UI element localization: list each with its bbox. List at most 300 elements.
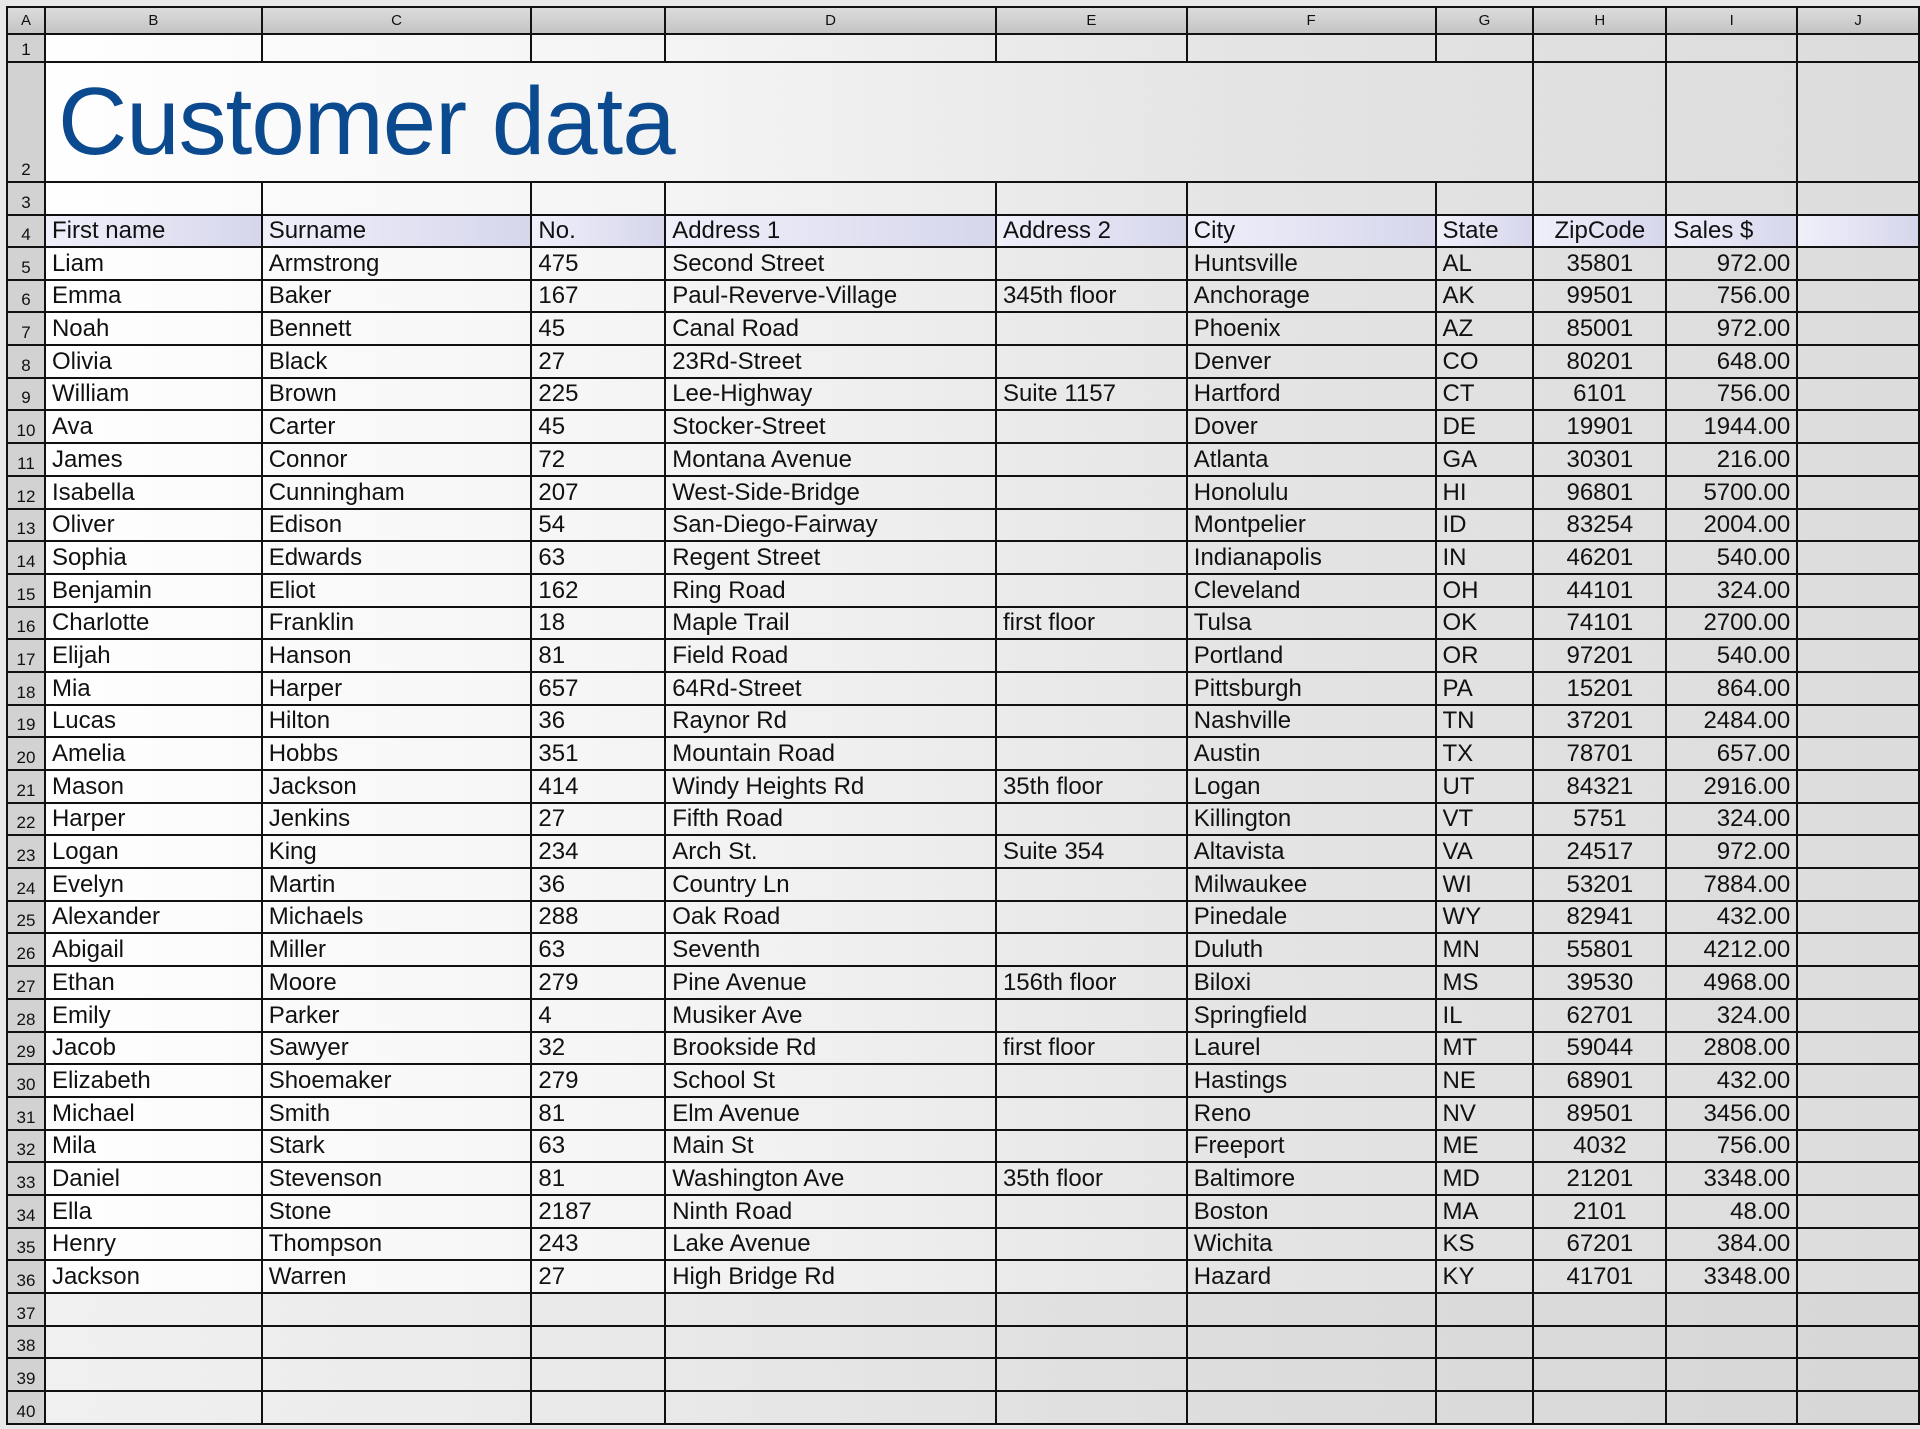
cell[interactable] xyxy=(1797,999,1919,1032)
cell[interactable] xyxy=(262,182,532,215)
city-cell[interactable]: Pinedale xyxy=(1187,901,1436,934)
zipcode-cell[interactable]: 78701 xyxy=(1533,737,1666,770)
number-cell[interactable]: 288 xyxy=(531,901,665,934)
city-cell[interactable]: Tulsa xyxy=(1187,607,1436,640)
cell[interactable] xyxy=(1797,770,1919,803)
row-header[interactable]: 37 xyxy=(7,1293,45,1326)
sales-cell[interactable]: 972.00 xyxy=(1666,835,1797,868)
cell[interactable] xyxy=(1797,247,1919,280)
column-header-E[interactable]: E xyxy=(996,7,1187,34)
address1-cell[interactable]: Paul-Reverve-Village xyxy=(665,280,996,313)
address1-cell[interactable]: Seventh xyxy=(665,933,996,966)
first-name-cell[interactable]: Noah xyxy=(45,312,262,345)
cell[interactable] xyxy=(996,1326,1187,1359)
row-header[interactable]: 27 xyxy=(7,966,45,999)
cell[interactable] xyxy=(1797,933,1919,966)
address2-cell[interactable] xyxy=(996,247,1187,280)
sales-cell[interactable]: 432.00 xyxy=(1666,901,1797,934)
row-header[interactable]: 3 xyxy=(7,182,45,215)
state-cell[interactable]: MS xyxy=(1436,966,1534,999)
zipcode-cell[interactable]: 35801 xyxy=(1533,247,1666,280)
city-cell[interactable]: Montpelier xyxy=(1187,509,1436,542)
cell[interactable] xyxy=(1797,639,1919,672)
row-header[interactable]: 26 xyxy=(7,933,45,966)
zipcode-cell[interactable]: 67201 xyxy=(1533,1228,1666,1261)
state-cell[interactable]: OH xyxy=(1436,574,1534,607)
row-header[interactable]: 25 xyxy=(7,901,45,934)
surname-cell[interactable]: Sawyer xyxy=(262,1032,532,1065)
cell[interactable] xyxy=(665,34,996,62)
state-cell[interactable]: MN xyxy=(1436,933,1534,966)
first-name-cell[interactable]: Benjamin xyxy=(45,574,262,607)
address1-cell[interactable]: San-Diego-Fairway xyxy=(665,509,996,542)
state-cell[interactable]: AZ xyxy=(1436,312,1534,345)
state-cell[interactable]: OK xyxy=(1436,607,1534,640)
sales-cell[interactable]: 756.00 xyxy=(1666,378,1797,411)
state-cell[interactable]: WY xyxy=(1436,901,1534,934)
cell[interactable] xyxy=(1533,62,1666,182)
sales-cell[interactable]: 384.00 xyxy=(1666,1228,1797,1261)
cell[interactable] xyxy=(45,1326,262,1359)
row-header[interactable]: 31 xyxy=(7,1097,45,1130)
surname-cell[interactable]: Michaels xyxy=(262,901,532,934)
surname-cell[interactable]: Carter xyxy=(262,410,532,443)
column-header-J[interactable]: J xyxy=(1797,7,1919,34)
address2-cell[interactable] xyxy=(996,1097,1187,1130)
state-cell[interactable]: MD xyxy=(1436,1162,1534,1195)
first-name-cell[interactable]: Liam xyxy=(45,247,262,280)
cell[interactable] xyxy=(1797,1358,1919,1391)
surname-cell[interactable]: Edison xyxy=(262,509,532,542)
city-cell[interactable]: Laurel xyxy=(1187,1032,1436,1065)
sales-cell[interactable]: 972.00 xyxy=(1666,247,1797,280)
city-cell[interactable]: Hazard xyxy=(1187,1260,1436,1293)
row-header[interactable]: 11 xyxy=(7,443,45,476)
state-cell[interactable]: UT xyxy=(1436,770,1534,803)
first-name-cell[interactable]: Harper xyxy=(45,803,262,836)
column-title[interactable]: Address 1 xyxy=(665,215,996,247)
city-cell[interactable]: Austin xyxy=(1187,737,1436,770)
number-cell[interactable]: 162 xyxy=(531,574,665,607)
cell[interactable] xyxy=(45,1293,262,1326)
city-cell[interactable]: Milwaukee xyxy=(1187,868,1436,901)
row-header[interactable]: 12 xyxy=(7,476,45,509)
zipcode-cell[interactable]: 19901 xyxy=(1533,410,1666,443)
cell[interactable] xyxy=(1187,1326,1436,1359)
cell[interactable] xyxy=(1436,34,1534,62)
cell[interactable] xyxy=(1666,34,1797,62)
first-name-cell[interactable]: Ava xyxy=(45,410,262,443)
address1-cell[interactable]: Raynor Rd xyxy=(665,705,996,738)
zipcode-cell[interactable]: 97201 xyxy=(1533,639,1666,672)
first-name-cell[interactable]: Mila xyxy=(45,1130,262,1163)
address2-cell[interactable] xyxy=(996,705,1187,738)
sales-cell[interactable]: 3348.00 xyxy=(1666,1162,1797,1195)
row-header[interactable]: 9 xyxy=(7,378,45,411)
row-header[interactable]: 18 xyxy=(7,672,45,705)
cell[interactable] xyxy=(1436,182,1534,215)
row-header[interactable]: 38 xyxy=(7,1326,45,1359)
sales-cell[interactable]: 4968.00 xyxy=(1666,966,1797,999)
address1-cell[interactable]: Oak Road xyxy=(665,901,996,934)
cell[interactable] xyxy=(1797,1097,1919,1130)
cell[interactable] xyxy=(1797,1293,1919,1326)
cell[interactable] xyxy=(531,182,665,215)
address1-cell[interactable]: Country Ln xyxy=(665,868,996,901)
number-cell[interactable]: 657 xyxy=(531,672,665,705)
row-header[interactable]: 19 xyxy=(7,705,45,738)
sales-cell[interactable]: 3348.00 xyxy=(1666,1260,1797,1293)
city-cell[interactable]: Freeport xyxy=(1187,1130,1436,1163)
page-title[interactable]: Customer data xyxy=(45,62,1533,182)
city-cell[interactable]: Reno xyxy=(1187,1097,1436,1130)
number-cell[interactable]: 27 xyxy=(531,345,665,378)
column-title[interactable]: First name xyxy=(45,215,262,247)
surname-cell[interactable]: Franklin xyxy=(262,607,532,640)
cell[interactable] xyxy=(1533,1293,1666,1326)
cell[interactable] xyxy=(996,1358,1187,1391)
cell[interactable] xyxy=(1666,1358,1797,1391)
address1-cell[interactable]: 64Rd-Street xyxy=(665,672,996,705)
city-cell[interactable]: Duluth xyxy=(1187,933,1436,966)
first-name-cell[interactable]: William xyxy=(45,378,262,411)
column-header-F[interactable]: F xyxy=(1187,7,1436,34)
zipcode-cell[interactable]: 44101 xyxy=(1533,574,1666,607)
column-header-H[interactable]: H xyxy=(1533,7,1666,34)
row-header[interactable]: 20 xyxy=(7,737,45,770)
zipcode-cell[interactable]: 99501 xyxy=(1533,280,1666,313)
sales-cell[interactable]: 648.00 xyxy=(1666,345,1797,378)
surname-cell[interactable]: Miller xyxy=(262,933,532,966)
column-title[interactable]: Surname xyxy=(262,215,532,247)
cell[interactable] xyxy=(1797,574,1919,607)
state-cell[interactable]: CO xyxy=(1436,345,1534,378)
city-cell[interactable]: Hartford xyxy=(1187,378,1436,411)
first-name-cell[interactable]: Evelyn xyxy=(45,868,262,901)
address2-cell[interactable] xyxy=(996,933,1187,966)
cell[interactable] xyxy=(665,1358,996,1391)
city-cell[interactable]: Huntsville xyxy=(1187,247,1436,280)
cell[interactable] xyxy=(1797,737,1919,770)
cell[interactable] xyxy=(1797,1064,1919,1097)
address2-cell[interactable] xyxy=(996,1130,1187,1163)
state-cell[interactable]: VT xyxy=(1436,803,1534,836)
cell[interactable] xyxy=(1533,1391,1666,1424)
cell[interactable] xyxy=(1666,1391,1797,1424)
number-cell[interactable]: 414 xyxy=(531,770,665,803)
column-title[interactable]: ZipCode xyxy=(1533,215,1666,247)
surname-cell[interactable]: King xyxy=(262,835,532,868)
first-name-cell[interactable]: Ella xyxy=(45,1195,262,1228)
address1-cell[interactable]: Mountain Road xyxy=(665,737,996,770)
number-cell[interactable]: 36 xyxy=(531,868,665,901)
number-cell[interactable]: 167 xyxy=(531,280,665,313)
number-cell[interactable]: 351 xyxy=(531,737,665,770)
cell[interactable] xyxy=(1797,410,1919,443)
surname-cell[interactable]: Shoemaker xyxy=(262,1064,532,1097)
zipcode-cell[interactable]: 15201 xyxy=(1533,672,1666,705)
column-header-blank[interactable] xyxy=(531,7,665,34)
first-name-cell[interactable]: Abigail xyxy=(45,933,262,966)
cell[interactable] xyxy=(1797,868,1919,901)
address1-cell[interactable]: Regent Street xyxy=(665,541,996,574)
address2-cell[interactable] xyxy=(996,574,1187,607)
cell[interactable] xyxy=(1797,672,1919,705)
row-header[interactable]: 15 xyxy=(7,574,45,607)
cell[interactable] xyxy=(45,1391,262,1424)
city-cell[interactable]: Pittsburgh xyxy=(1187,672,1436,705)
address1-cell[interactable]: Montana Avenue xyxy=(665,443,996,476)
address1-cell[interactable]: West-Side-Bridge xyxy=(665,476,996,509)
cell[interactable] xyxy=(1797,1260,1919,1293)
number-cell[interactable]: 63 xyxy=(531,541,665,574)
number-cell[interactable]: 279 xyxy=(531,966,665,999)
number-cell[interactable]: 2187 xyxy=(531,1195,665,1228)
city-cell[interactable]: Biloxi xyxy=(1187,966,1436,999)
zipcode-cell[interactable]: 30301 xyxy=(1533,443,1666,476)
address2-cell[interactable]: 35th floor xyxy=(996,1162,1187,1195)
surname-cell[interactable]: Stevenson xyxy=(262,1162,532,1195)
address2-cell[interactable]: 35th floor xyxy=(996,770,1187,803)
cell[interactable] xyxy=(1797,378,1919,411)
address1-cell[interactable]: School St xyxy=(665,1064,996,1097)
surname-cell[interactable]: Moore xyxy=(262,966,532,999)
cell[interactable] xyxy=(1797,705,1919,738)
address2-cell[interactable] xyxy=(996,1260,1187,1293)
row-header[interactable]: 14 xyxy=(7,541,45,574)
cell[interactable] xyxy=(531,1293,665,1326)
address2-cell[interactable] xyxy=(996,1064,1187,1097)
first-name-cell[interactable]: Elizabeth xyxy=(45,1064,262,1097)
address2-cell[interactable] xyxy=(996,639,1187,672)
first-name-cell[interactable]: Emily xyxy=(45,999,262,1032)
cell[interactable] xyxy=(665,1293,996,1326)
row-header[interactable]: 30 xyxy=(7,1064,45,1097)
row-header[interactable]: 13 xyxy=(7,509,45,542)
address2-cell[interactable] xyxy=(996,672,1187,705)
address2-cell[interactable] xyxy=(996,509,1187,542)
first-name-cell[interactable]: Isabella xyxy=(45,476,262,509)
first-name-cell[interactable]: Sophia xyxy=(45,541,262,574)
zipcode-cell[interactable]: 96801 xyxy=(1533,476,1666,509)
cell[interactable] xyxy=(1797,1326,1919,1359)
cell[interactable] xyxy=(1797,1195,1919,1228)
number-cell[interactable]: 18 xyxy=(531,607,665,640)
first-name-cell[interactable]: Jackson xyxy=(45,1260,262,1293)
sales-cell[interactable]: 864.00 xyxy=(1666,672,1797,705)
cell[interactable] xyxy=(1533,1358,1666,1391)
address1-cell[interactable]: Arch St. xyxy=(665,835,996,868)
city-cell[interactable]: Cleveland xyxy=(1187,574,1436,607)
address1-cell[interactable]: Main St xyxy=(665,1130,996,1163)
cell[interactable] xyxy=(996,1391,1187,1424)
row-header[interactable]: 36 xyxy=(7,1260,45,1293)
number-cell[interactable]: 27 xyxy=(531,803,665,836)
column-header-C[interactable]: C xyxy=(262,7,532,34)
city-cell[interactable]: Wichita xyxy=(1187,1228,1436,1261)
cell[interactable] xyxy=(1533,34,1666,62)
zipcode-cell[interactable]: 85001 xyxy=(1533,312,1666,345)
city-cell[interactable]: Denver xyxy=(1187,345,1436,378)
row-header[interactable]: 8 xyxy=(7,345,45,378)
address1-cell[interactable]: Field Road xyxy=(665,639,996,672)
zipcode-cell[interactable]: 59044 xyxy=(1533,1032,1666,1065)
state-cell[interactable]: MT xyxy=(1436,1032,1534,1065)
row-header[interactable]: 24 xyxy=(7,868,45,901)
first-name-cell[interactable]: Ethan xyxy=(45,966,262,999)
sales-cell[interactable]: 4212.00 xyxy=(1666,933,1797,966)
surname-cell[interactable]: Parker xyxy=(262,999,532,1032)
address2-cell[interactable] xyxy=(996,312,1187,345)
state-cell[interactable]: HI xyxy=(1436,476,1534,509)
sales-cell[interactable]: 540.00 xyxy=(1666,541,1797,574)
address2-cell[interactable] xyxy=(996,345,1187,378)
sales-cell[interactable]: 2484.00 xyxy=(1666,705,1797,738)
number-cell[interactable]: 207 xyxy=(531,476,665,509)
address1-cell[interactable]: Canal Road xyxy=(665,312,996,345)
first-name-cell[interactable]: Daniel xyxy=(45,1162,262,1195)
address1-cell[interactable]: Brookside Rd xyxy=(665,1032,996,1065)
row-header[interactable]: 23 xyxy=(7,835,45,868)
cell[interactable] xyxy=(1533,182,1666,215)
first-name-cell[interactable]: Henry xyxy=(45,1228,262,1261)
sales-cell[interactable]: 2700.00 xyxy=(1666,607,1797,640)
cell[interactable] xyxy=(531,1326,665,1359)
cell[interactable] xyxy=(45,34,262,62)
address1-cell[interactable]: Lee-Highway xyxy=(665,378,996,411)
address1-cell[interactable]: Second Street xyxy=(665,247,996,280)
city-cell[interactable]: Boston xyxy=(1187,1195,1436,1228)
row-header[interactable]: 21 xyxy=(7,770,45,803)
number-cell[interactable]: 243 xyxy=(531,1228,665,1261)
cell[interactable] xyxy=(1666,182,1797,215)
cell[interactable] xyxy=(1666,1293,1797,1326)
zipcode-cell[interactable]: 46201 xyxy=(1533,541,1666,574)
zipcode-cell[interactable]: 89501 xyxy=(1533,1097,1666,1130)
sales-cell[interactable]: 324.00 xyxy=(1666,999,1797,1032)
first-name-cell[interactable]: Lucas xyxy=(45,705,262,738)
row-header[interactable]: 39 xyxy=(7,1358,45,1391)
address2-cell[interactable]: Suite 354 xyxy=(996,835,1187,868)
city-cell[interactable]: Logan xyxy=(1187,770,1436,803)
address2-cell[interactable]: Suite 1157 xyxy=(996,378,1187,411)
surname-cell[interactable]: Hobbs xyxy=(262,737,532,770)
cell[interactable] xyxy=(45,1358,262,1391)
address2-cell[interactable] xyxy=(996,1228,1187,1261)
state-cell[interactable]: WI xyxy=(1436,868,1534,901)
column-header-A[interactable]: A xyxy=(7,7,45,34)
number-cell[interactable]: 54 xyxy=(531,509,665,542)
surname-cell[interactable]: Martin xyxy=(262,868,532,901)
address2-cell[interactable] xyxy=(996,868,1187,901)
sales-cell[interactable]: 756.00 xyxy=(1666,280,1797,313)
number-cell[interactable]: 81 xyxy=(531,1097,665,1130)
address2-cell[interactable] xyxy=(996,443,1187,476)
zipcode-cell[interactable]: 82941 xyxy=(1533,901,1666,934)
first-name-cell[interactable]: James xyxy=(45,443,262,476)
number-cell[interactable]: 4 xyxy=(531,999,665,1032)
row-header[interactable]: 40 xyxy=(7,1391,45,1424)
number-cell[interactable]: 45 xyxy=(531,312,665,345)
address2-cell[interactable] xyxy=(996,737,1187,770)
sales-cell[interactable]: 540.00 xyxy=(1666,639,1797,672)
zipcode-cell[interactable]: 6101 xyxy=(1533,378,1666,411)
cell[interactable] xyxy=(45,182,262,215)
cell[interactable] xyxy=(262,34,532,62)
sales-cell[interactable]: 3456.00 xyxy=(1666,1097,1797,1130)
cell[interactable] xyxy=(1797,1032,1919,1065)
cell[interactable] xyxy=(665,182,996,215)
zipcode-cell[interactable]: 53201 xyxy=(1533,868,1666,901)
sales-cell[interactable]: 5700.00 xyxy=(1666,476,1797,509)
cell[interactable] xyxy=(1797,62,1919,182)
cell[interactable] xyxy=(1797,509,1919,542)
row-header[interactable]: 29 xyxy=(7,1032,45,1065)
column-header-D[interactable]: D xyxy=(665,7,996,34)
sales-cell[interactable]: 432.00 xyxy=(1666,1064,1797,1097)
surname-cell[interactable]: Eliot xyxy=(262,574,532,607)
address1-cell[interactable]: Fifth Road xyxy=(665,803,996,836)
city-cell[interactable]: Portland xyxy=(1187,639,1436,672)
address2-cell[interactable] xyxy=(996,1195,1187,1228)
cell[interactable] xyxy=(996,182,1187,215)
number-cell[interactable]: 81 xyxy=(531,1162,665,1195)
surname-cell[interactable]: Thompson xyxy=(262,1228,532,1261)
address1-cell[interactable]: Elm Avenue xyxy=(665,1097,996,1130)
state-cell[interactable]: ID xyxy=(1436,509,1534,542)
sales-cell[interactable]: 756.00 xyxy=(1666,1130,1797,1163)
zipcode-cell[interactable]: 55801 xyxy=(1533,933,1666,966)
address1-cell[interactable]: Windy Heights Rd xyxy=(665,770,996,803)
state-cell[interactable]: GA xyxy=(1436,443,1534,476)
address1-cell[interactable]: Musiker Ave xyxy=(665,999,996,1032)
city-cell[interactable]: Altavista xyxy=(1187,835,1436,868)
column-title[interactable]: City xyxy=(1187,215,1436,247)
state-cell[interactable]: NE xyxy=(1436,1064,1534,1097)
address1-cell[interactable]: Pine Avenue xyxy=(665,966,996,999)
address1-cell[interactable]: Lake Avenue xyxy=(665,1228,996,1261)
row-header[interactable]: 2 xyxy=(7,62,45,182)
number-cell[interactable]: 225 xyxy=(531,378,665,411)
sales-cell[interactable]: 48.00 xyxy=(1666,1195,1797,1228)
address1-cell[interactable]: Ring Road xyxy=(665,574,996,607)
cell[interactable] xyxy=(1187,1391,1436,1424)
zipcode-cell[interactable]: 83254 xyxy=(1533,509,1666,542)
row-header[interactable]: 5 xyxy=(7,247,45,280)
surname-cell[interactable]: Armstrong xyxy=(262,247,532,280)
zipcode-cell[interactable]: 4032 xyxy=(1533,1130,1666,1163)
first-name-cell[interactable]: Jacob xyxy=(45,1032,262,1065)
first-name-cell[interactable]: Alexander xyxy=(45,901,262,934)
sales-cell[interactable]: 324.00 xyxy=(1666,574,1797,607)
cell[interactable] xyxy=(665,1326,996,1359)
cell[interactable] xyxy=(1187,34,1436,62)
column-title[interactable]: Address 2 xyxy=(996,215,1187,247)
sales-cell[interactable]: 2808.00 xyxy=(1666,1032,1797,1065)
cell[interactable] xyxy=(1666,62,1797,182)
state-cell[interactable]: PA xyxy=(1436,672,1534,705)
cell[interactable] xyxy=(262,1326,532,1359)
city-cell[interactable]: Springfield xyxy=(1187,999,1436,1032)
state-cell[interactable]: AL xyxy=(1436,247,1534,280)
state-cell[interactable]: TN xyxy=(1436,705,1534,738)
state-cell[interactable]: KS xyxy=(1436,1228,1534,1261)
cell[interactable] xyxy=(1187,1358,1436,1391)
first-name-cell[interactable]: Mason xyxy=(45,770,262,803)
state-cell[interactable]: ME xyxy=(1436,1130,1534,1163)
address2-cell[interactable] xyxy=(996,410,1187,443)
state-cell[interactable]: TX xyxy=(1436,737,1534,770)
